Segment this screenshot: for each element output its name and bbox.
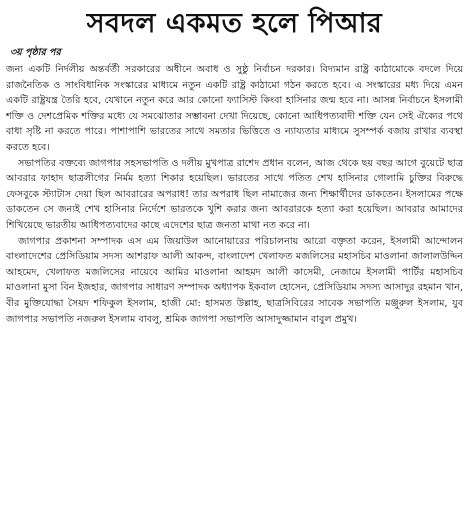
article-paragraph-1: জন্য একটি নির্দলীয় অন্তর্বর্তী সরকারের অধীনে অবাধ ও সুষ্ঠু নির্বাচন দরকার। বিদ্যমান রাষ্ট্র কাঠামোকে বদলে দিয়ে রাজনৈতিক ও সাংবিধানিক সংস্কারের মাধ্যমে নতুন একটি রাষ্ট্র কাঠামো গঠন করতে হবে। এ সংস্কারের মধ্য দিয়ে এমন একটি রাষ্ট্রযন্ত্র তৈরি হবে, যেখানে নতুন করে আর কোনো ফ্যাসিস্ট কিংবা হাসিনার জন্ম হবে না। আসন্ন নির্বাচনে ইসলামী শক্তি ও দেশপ্রেমিক শক্তির মধ্যে যে সমঝোতার সম্ভাবনা দেখা দিয়েছে, কোনো আধিপত্যবাদী শক্তি যেন সেই ঐক্যের পথে বাধা সৃষ্টি না করতে পারে। পাশাপাশি ভারতের সাথে সমতার ভিত্তিতে ও ন্যায্যতার মাধ্যমে সুসম্পর্ক বজায় রাখার ব্যবস্থা করতে হবে।	[6, 64, 463, 153]
article-paragraph-2: সভাপতির বক্তব্যে জাগপার সহসভাপতি ও দলীয় মুখপাত্র রাশেদ প্রধান বলেন, আজ থেকে ছয় বছর আগে বুয়েটে ছাত্র আবরার ফাহাদ ছাত্রলীগের নির্মম হত্যা শিকার হয়েছিল। ভারতের সাথে পতিত শেখ হাসিনার গোলামি চুক্তির বিরুদ্ধে ফেসবুকে স্ট্যাটাস দেয়া ছিল আবরারের অপরাধ! তার অপরাধ ছিল নামাজের জন্য শিক্ষার্থীদের ডাকতেন। ইসলামের পক্ষে ডাকতেন সে জন্যই শেখ হাসিনার নির্দেশে ভারতকে খুশি করার জন্য আবরারকে হত্যা করা হয়েছিল। আবরার আমাদের শিখিয়েছে ভারতীয় আধিপত্যবাদের কাছে এদেশের ছাত্র জনতা মাথা নত করে না।	[6, 157, 463, 231]
headline: সবদল একমত হলে পিআর	[86, 8, 383, 39]
article-body	[6, 62, 463, 327]
article-paragraph-3: জাগপার প্রকাশনা সম্পাদক এস এম জিয়াউল আনোয়ারের পরিচালনায় আরো বক্তৃতা করেন, ইসলামী আন্দোলন বাংলাদেশের প্রেসিডিয়াম সদস্য আশরাফ আলী আকন্দ, বাংলাদেশ খেলাফত মজলিসের মহাসচিব মাওলানা জালালউদ্দিন আহমেদ, খেলাফত মজলিসের নায়েবে আমির মাওলানা আহমদ আলী কাসেমী, নেজামে ইসলামী পার্টির মহাসচিব মাওলানা মুসা বিন ইজহার, জাগপার সাধারণ সম্পাদক অধ্যাপক ইকবাল হোসেন, প্রেসিডিয়াম সদস্য আসাদুর রহমান খান, বীর মুক্তিযোদ্ধা সৈয়দ শফিকুল ইসলাম, হাজী মো: হাসমত উল্লাহ, ছাত্রসিবিরের সাবেক সভাপতি মঞ্জুরুল ইসলাম, যুব জাগপার সভাপতি নজরুল ইসলাম বাবলু, শ্রমিক জাগপা সভাপতি আসাদুজ্জামান বাবুল প্রমুখ।	[6, 235, 463, 325]
continuation-label: ৩য় পৃষ্ঠার পর	[10, 47, 61, 58]
